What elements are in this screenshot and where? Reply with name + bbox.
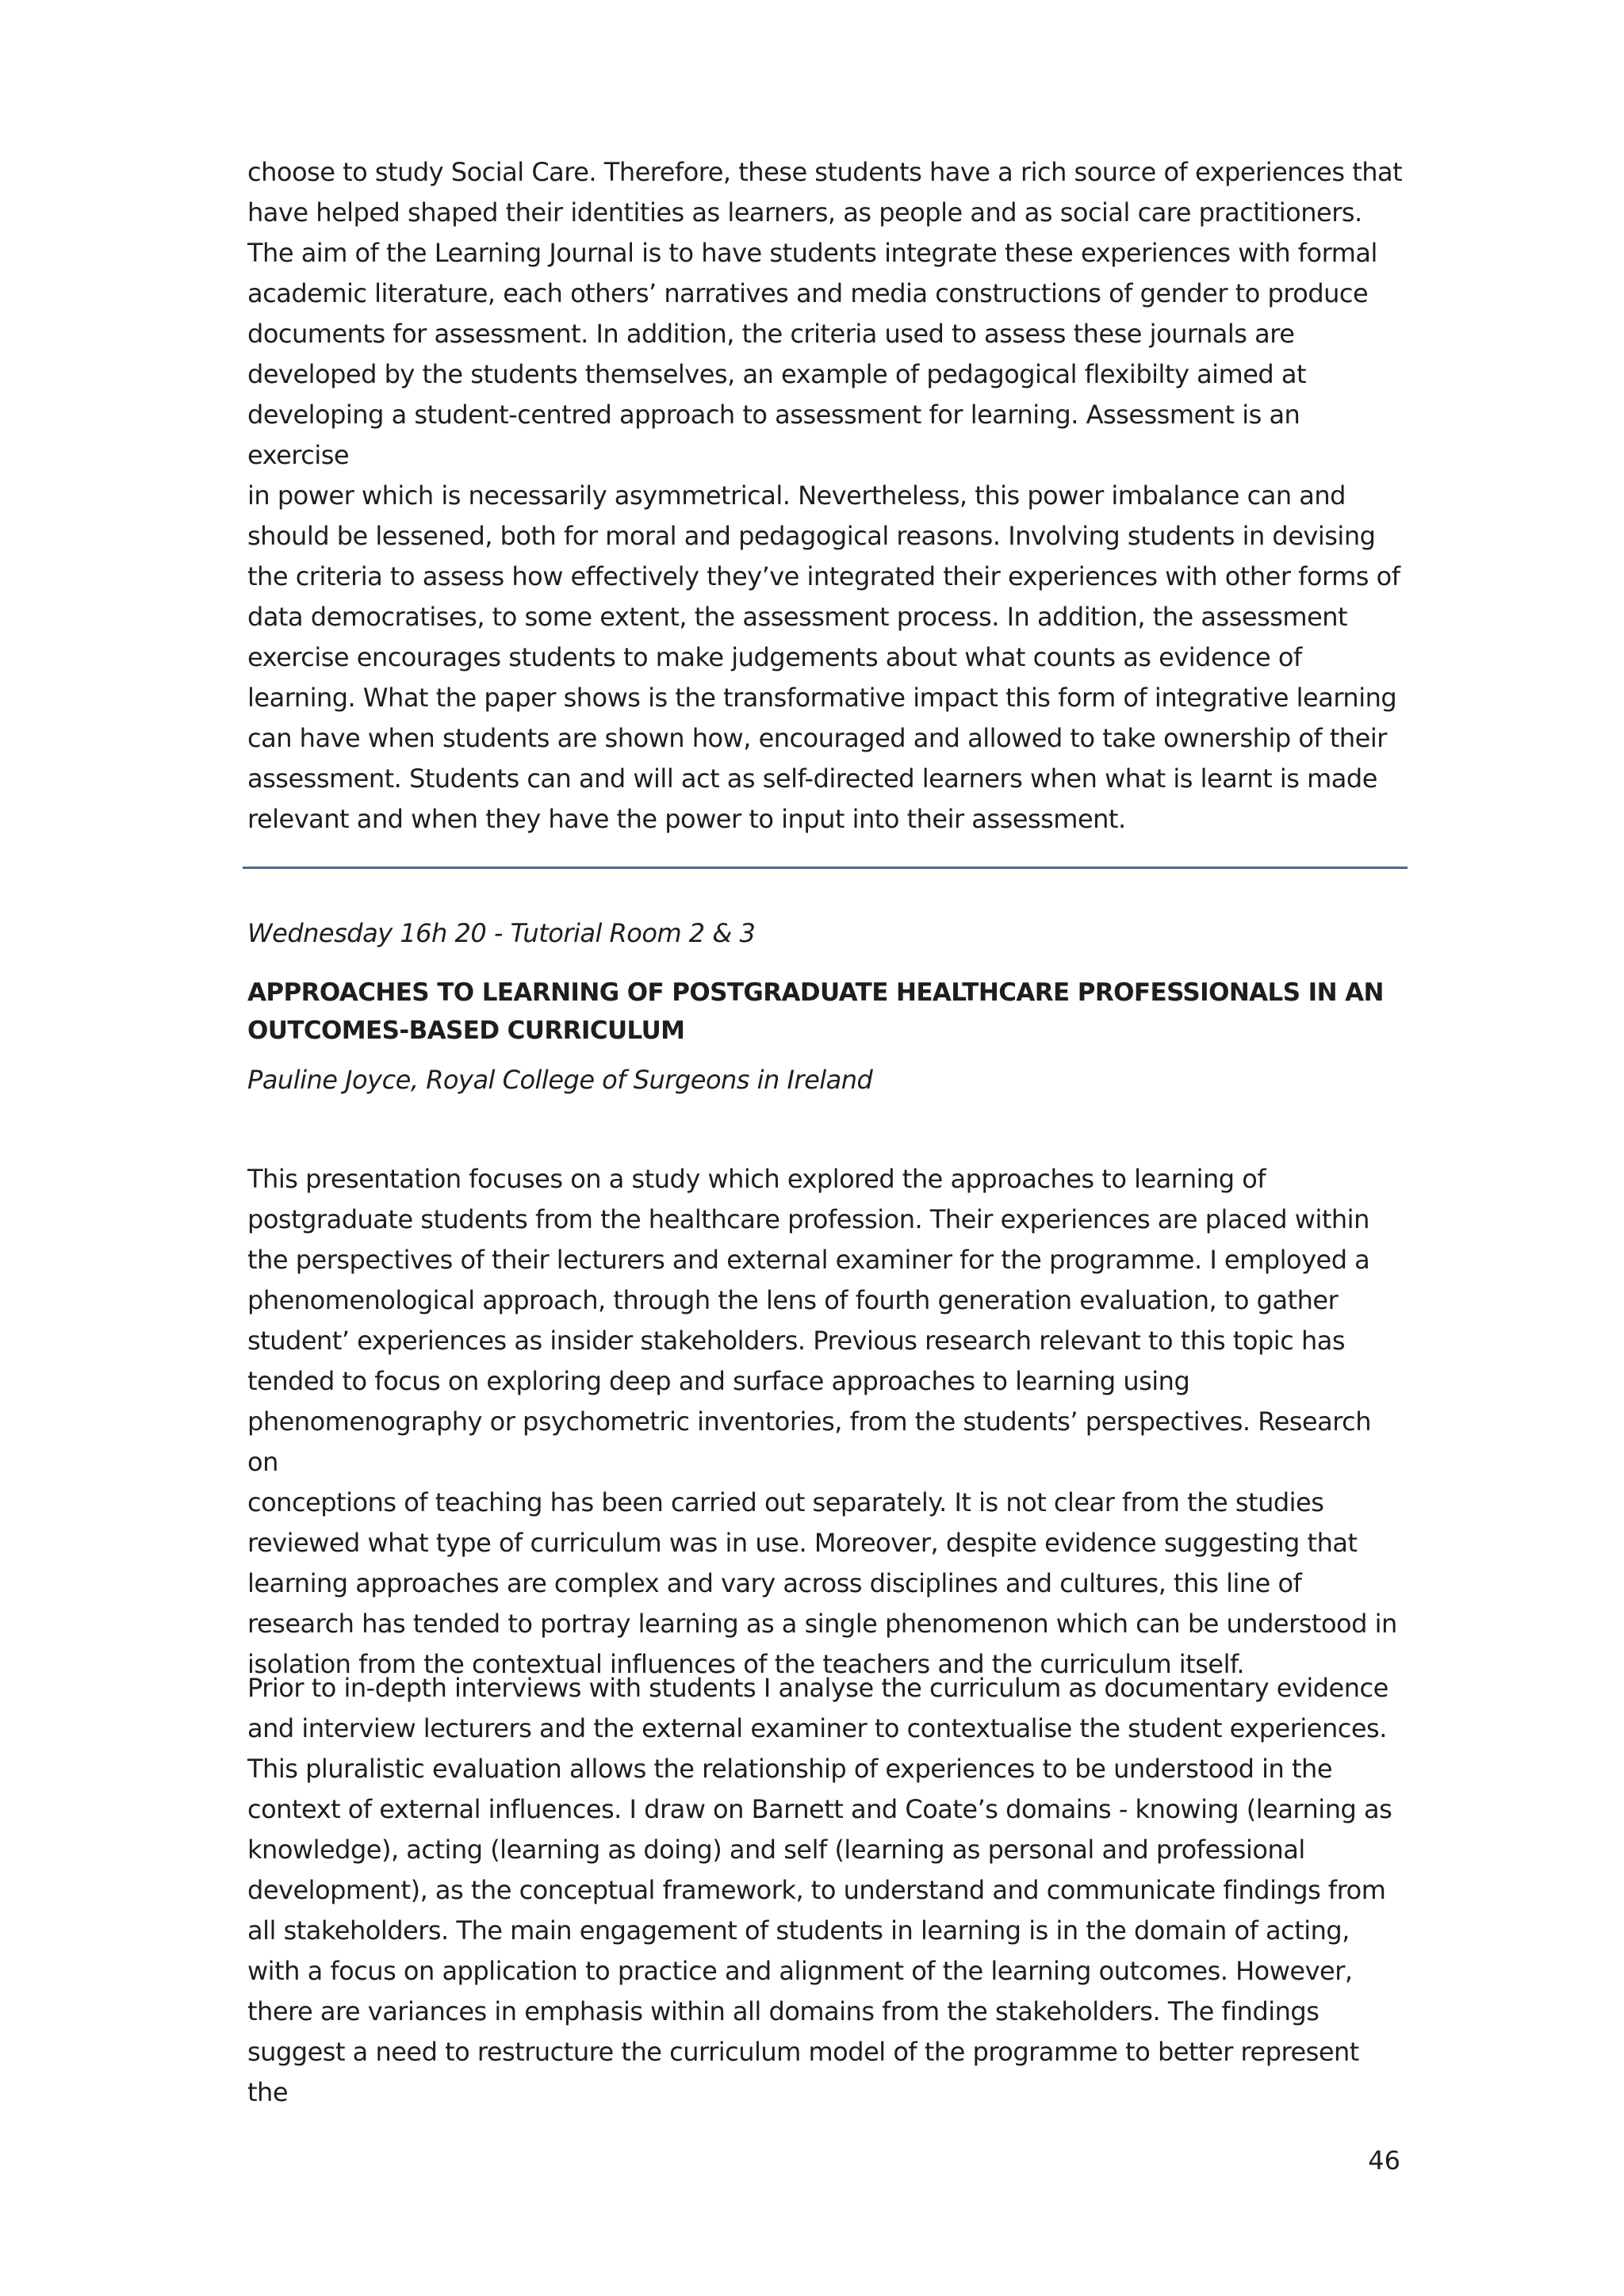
session-time-room: Wednesday 16h 20 - Tutorial Room 2 & 3	[247, 918, 756, 948]
continuation-paragraph: choose to study Social Care. Therefore, these students have a rich source of experiences that have helped shaped their identities as learners, as people and as social care practitioners. The aim of the Learning Journal is to have students integrate these experiences with formal academic literature, each others’ narratives and media constructions of gender to produce documents for assessment. In addition, the criteria used to assess these journals are developed by the students themselves, an example of pedagogical flexibilty aimed at developing a student-centred approach to assessment for learning. Assessment is an exercise in power which is necessarily asymmetrical. Nevertheless, this power imbalance can and should be lessened, both for moral and pedagogical reasons. Involving students in devising the criteria to assess how effectively they’ve integrated their experiences with other forms of data democratises, to some extent, the assessment process. In addition, the assessment exercise encourages students to make judgements about what counts as evidence of learning. What the paper shows is the transformative impact this form of integrative learning can have when students are shown how, encouraged and allowed to take ownership of their assessment. Students can and will act as self-directed learners when what is learnt is made relevant and when they have the power to input into their assessment.	[247, 157, 1403, 834]
talk-author: Pauline Joyce, Royal College of Surgeons in Ireland	[247, 1065, 873, 1095]
section-divider	[243, 867, 1408, 869]
talk-title: APPROACHES TO LEARNING OF POSTGRADUATE HEALTHCARE PROFESSIONALS IN AN OUTCOMES-BASED CURRICULUM	[247, 978, 1384, 1045]
abstract-paragraph: Prior to in-depth interviews with students I analyse the curriculum as documentary evidence and interview lecturers and the external examiner to contextualise the student experiences. This pluralistic evaluation allows the relationship of experiences to be understood in the context of external influences. I draw on Barnett and Coate’s domains - knowing (learning as knowledge), acting (learning as doing) and self (learning as personal and professional development), as the conceptual framework, to understand and communicate findings from all stakeholders. The main engagement of students in learning is in the domain of acting, with a focus on application to practice and alignment of the learning outcomes. However, there are variances in emphasis within all domains from the stakeholders. The findings suggest a need to restructure the curriculum model of the programme to better represent the	[247, 1673, 1392, 2107]
abstract-paragraph: This presentation focuses on a study which explored the approaches to learning of postgraduate students from the healthcare profession. Their experiences are placed within the perspectives of their lecturers and external examiner for the programme. I employed a phenomenological approach, through the lens of fourth generation evaluation, to gather student’ experiences as insider stakeholders. Previous research relevant to this topic has tended to focus on exploring deep and surface approaches to learning using phenomenography or psychometric inventories, from the students’ perspectives. Research on conceptions of teaching has been carried out separately. It is not clear from the studies reviewed what type of curriculum was in use. Moreover, despite evidence suggesting that learning approaches are complex and vary across disciplines and cultures, this line of research has tended to portray learning as a single phenomenon which can be understood in isolation from the contextual influences of the teachers and the curriculum itself.	[247, 1164, 1397, 1679]
page-number: 46	[1368, 2145, 1400, 2175]
